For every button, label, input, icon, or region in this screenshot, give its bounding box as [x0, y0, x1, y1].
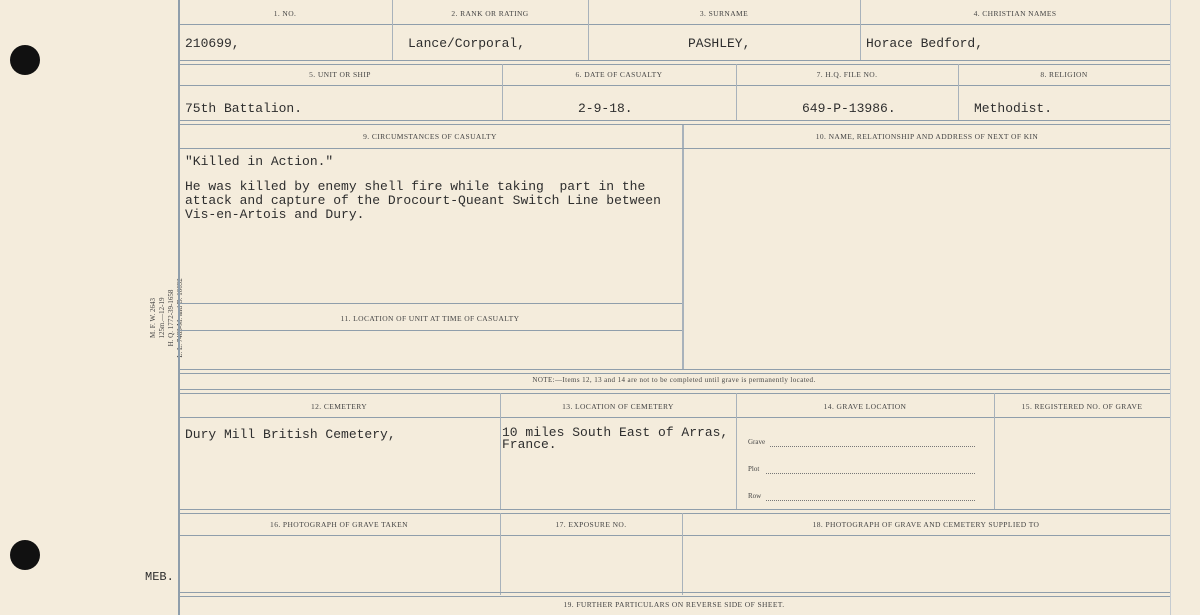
form-code-line: 125m.—12-19 — [158, 297, 166, 339]
note: NOTE:—Items 12, 13 and 14 are not to be completed until grave is permanently located. — [532, 376, 816, 384]
punch-hole — [10, 45, 40, 75]
cemetery-label: 12. CEMETERY — [310, 402, 368, 411]
exposure-label: 17. EXPOSURE NO. — [555, 520, 627, 529]
location-cemetery-label: 13. LOCATION OF CEMETERY — [562, 402, 674, 411]
religion-value: Methodist. — [974, 101, 1053, 116]
circumstances-detail: He was killed by enemy shell fire while taking part in the attack and capture of the Drocourt-Queant Switch Line between Vis-en-Artois and Dury. — [185, 179, 661, 222]
row-label: Row — [748, 492, 762, 500]
form-code-line: H. Q. 1772-39-1658 — [167, 289, 175, 347]
grave-label: Grave — [748, 438, 766, 446]
punch-hole — [10, 540, 40, 570]
rank-value: Lance/Corporal, — [408, 36, 526, 51]
further-particulars-label: 19. FURTHER PARTICULARS ON REVERSE SIDE OF SHEET. — [563, 600, 785, 609]
plot-label: Plot — [748, 465, 760, 473]
surname-label: 3. SURNAME — [699, 9, 749, 18]
rank-label: 2. RANK OR RATING — [451, 9, 529, 18]
form-code-line: L. L. 7483-M. and D. 10692 — [176, 278, 184, 358]
location-unit-label: 11. LOCATION OF UNIT AT TIME OF CASUALTY — [340, 314, 520, 323]
next-of-kin-label: 10. NAME, RELATIONSHIP AND ADDRESS OF NEXT OF KIN — [815, 132, 1039, 141]
registered-no-label: 15. REGISTERED NO. OF GRAVE — [1021, 402, 1143, 411]
surname-value: PASHLEY, — [688, 36, 751, 51]
file-no-value: 649-P-13986. — [802, 101, 896, 116]
clerk-initials: MEB. — [145, 570, 174, 584]
circumstances-value: "Killed in Action." — [185, 154, 334, 169]
unit-value: 75th Battalion. — [185, 101, 303, 116]
form-code-line: M. F. W. 2643 — [149, 298, 157, 338]
cemetery-value: Dury Mill British Cemetery, — [185, 427, 396, 442]
service-number: 210699, — [185, 36, 240, 51]
photo-taken-label: 16. PHOTOGRAPH OF GRAVE TAKEN — [270, 520, 408, 529]
date-value: 2-9-18. — [578, 101, 633, 116]
file-no-label: 7. H.Q. FILE NO. — [816, 70, 878, 79]
location-cemetery-value: 10 miles South East of Arras, France. — [502, 425, 729, 452]
grave-location-label: 14. GRAVE LOCATION — [823, 402, 907, 411]
christian-names-label: 4. CHRISTIAN NAMES — [973, 9, 1057, 18]
date-label: 6. DATE OF CASUALTY — [575, 70, 663, 79]
right-border — [1170, 0, 1171, 615]
circumstances-label: 9. CIRCUMSTANCES OF CASUALTY — [363, 132, 497, 141]
christian-names-value: Horace Bedford, — [866, 36, 984, 51]
no-label: 1. NO. — [273, 9, 297, 18]
unit-label: 5. UNIT OR SHIP — [309, 70, 371, 79]
photo-supplied-label: 18. PHOTOGRAPH OF GRAVE AND CEMETERY SUPPLIED TO — [812, 520, 1040, 529]
religion-label: 8. RELIGION — [1040, 70, 1088, 79]
